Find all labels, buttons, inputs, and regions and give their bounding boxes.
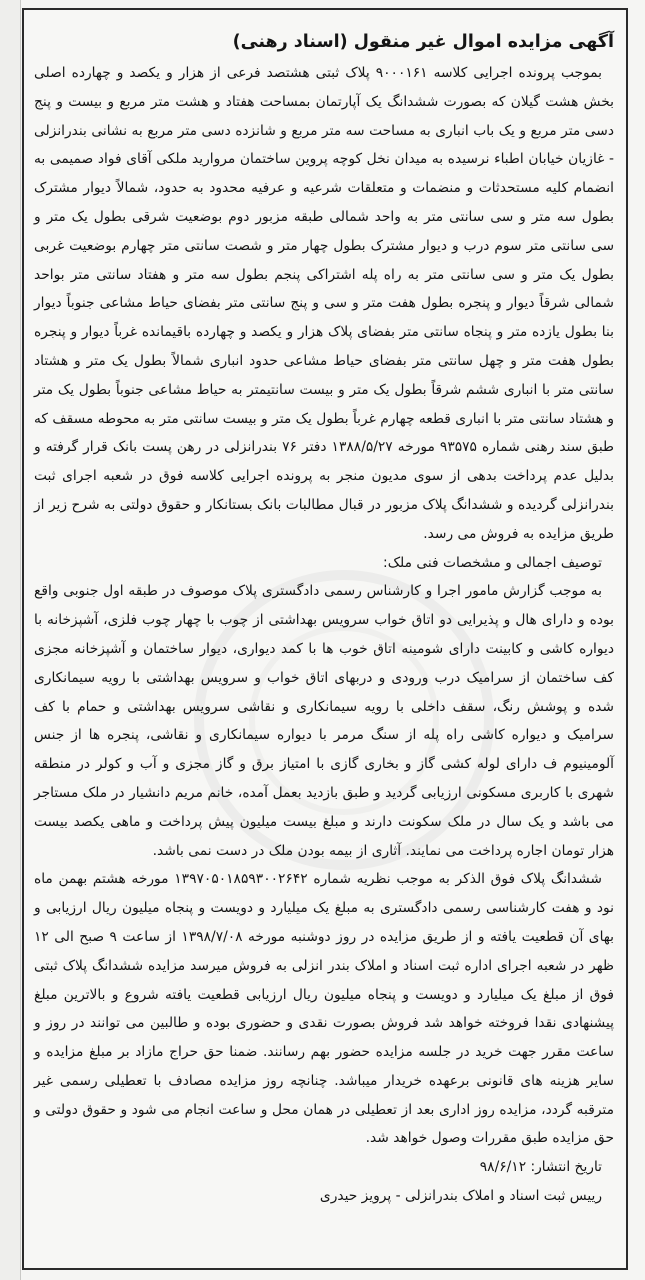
- publish-date: تاریخ انتشار: ۹۸/۶/۱۲: [479, 1159, 602, 1176]
- signature: رییس ثبت اسناد و املاک بندرانزلی - پرویز حیدری: [319, 1188, 602, 1205]
- notice-paragraph-property: بموجب پرونده اجرایی کلاسه ۹۰۰۰۱۶۱ پلاک ثبتی هشتصد فرعی از هزار و یکصد و چهارده اصلی بخش هشت گیلان که بصورت ششدانگ یک آپارتمان بمساحت هفتاد و هشت متر مربع و بیست و پنج دسی متر مربع و یک باب انباری به مساحت سه متر مربع و شانزده دسی متر مربع به نشانی بندرانزلی - غازیان خیابان اطباء نرسیده به میدان نخل کوچه پروین ساختمان مروارید ملکی آقای فواد صمیمی به انضمام کلیه مستحدثات و منضمات و متعلقات شرعیه و عرفیه محدود به حدود، شمالاً دیوار مشترک بطول سه متر و سی سانتی متر به واحد شمالی طبقه مزبور دوم بوضعیت شرقی بطول یک متر و سی سانتی متر سوم درب و دیوار مشترک بطول چهار متر و شصت سانتی متر چهارم بوضعیت غربی بطول یک متر و سی سانتی متر به راه پله اشتراکی پنجم بطول سه متر و هفتاد سانتی متر بواحد شمالی شرقاً دیوار و پنجره بطول هفت متر و سی و پنج سانتی متر بفضای حیاط مشاعی جنوباً دیوار بنا بطول یازده متر و پنجاه سانتی متر بفضای پلاک هزار و یکصد و چهارده باقیمانده غرباً دیوار و پنجره بطول هفت متر و چهل سانتی متر بفضای حیاط مشاعی حدود انباری شمالاً بطول یک متر و هشتاد سانتی متر با انباری ششم شرقاً بطول یک متر و بیست سانتیمتر به حیاط مشاعی جنوباً بطول یک متر و هشتاد سانتی متر با انباری قطعه چهارم غرباً بطول یک متر و بیست سانتی متر به محوطه مسقف که طبق سند رهنی شماره ۹۳۵۷۵ مورخه ۱۳۸۸/۵/۲۷ دفتر ۷۶ بندرانزلی در رهن پست بانک قرار گرفته و بدلیل عدم پرداخت بدهی از سوی مدیون منجر به پرونده اجرایی کلاسه فوق در شعبه اجرای ثبت بندرانزلی گردیده و ششدانگ پلاک مزبور در قبال مطالبات بانک بستانکار و حقوق دولتی به شرح زیر از طریق مزایده به فروش می رسد.: [34, 65, 614, 542]
- notice-paragraph-technical: به موجب گزارش مامور اجرا و کارشناس رسمی دادگستری پلاک موصوف در طبقه اول جنوبی واقع بوده و دارای هال و پذیرایی دو اتاق خواب سرویس بهداشتی از چوب با چهار چوب فلزی، آشپزخانه با دیواره کاشی و کابینت دارای شومینه اتاق خوب ها با کمد دیواری، دیوار ساختمان و آشپزخانه مجزی کف ساختمان از سرامیک درب ورودی و دربهای اتاق خواب و سرویس بهداشتی با رویه سیمانکاری شده و پوشش رنگ، سقف داخلی با رویه سیمانکاری و نقاشی سرویس بهداشتی و حمام با کف سرامیک و دیواره کاشی راه پله از سنگ مرمر با دیواره سیمانکاری و نقاشی، پنجره ها از جنس آلومینیوم ف دارای لوله کشی گاز و بخاری گازی با امتیاز برق و گاز مجزی و آب و کولر در منطقه شهری با کاربری مسکونی ارزیابی گردید و طبق بازدید بعمل آمده، خانم مریم دانشیار در ملک مستاجر می باشد و یک سال در ملک سکونت دارند و مبلغ بیست میلیون پیش پرداخت و ماهی یکصد بیست هزار تومان اجاره پرداخت می نمایند. آثاری از بیمه بودن ملک در دست نمی باشد.: [34, 583, 614, 859]
- notice-title: آگهی مزایده اموال غیر منقول (اسناد رهنی): [232, 32, 614, 52]
- technical-description-heading: توصیف اجمالی و مشخصات فنی ملک:: [383, 554, 602, 571]
- notice-content: [34, 28, 614, 1211]
- notice-paragraph-auction: ششدانگ پلاک فوق الذکر به موجب نظریه شماره ۱۳۹۷۰۵۰۱۸۵۹۳۰۰۲۶۴۲ مورخه هشتم بهمن ماه نود و هفت کارشناسی رسمی دادگستری به مبلغ یک میلیارد و دویست و پنجاه میلیون ریال ارزیابی و بهای آن قطعیت یافته و از طریق مزایده در روز دوشنبه مورخه ۱۳۹۸/۷/۰۸ از ساعت ۹ صبح الی ۱۲ ظهر در شعبه اجرای اداره ثبت اسناد و املاک بندر انزلی به فروش میرسد مزایده ششدانگ پلاک ثبتی فوق از مبلغ یک میلیارد و دویست و پنجاه میلیون ریال ارزیابی قطعیت یافته شروع و بالاترین مبلغ پیشنهادی نقدا فروخته خواهد شد فروش بصورت نقدی و حضوری بوده و طالبین می توانند در روز و ساعت مقرر جهت خرید در جلسه مزایده حضور بهم رسانند. ضمنا حق حراج مازاد بر مبلغ مزایده و سایر هزینه های قانونی برعهده خریدار میباشد. چنانچه روز مزایده مصادف با تعطیلی رسمی غیر مترقبه گردد، مزایده روز اداری بعد از تعطیلی در همان محل و ساعت انجام می شود و حقوق دولتی و حق مزایده طبق مقررات وصول خواهد شد.: [34, 871, 615, 1147]
- left-page-margin: [0, 0, 21, 1280]
